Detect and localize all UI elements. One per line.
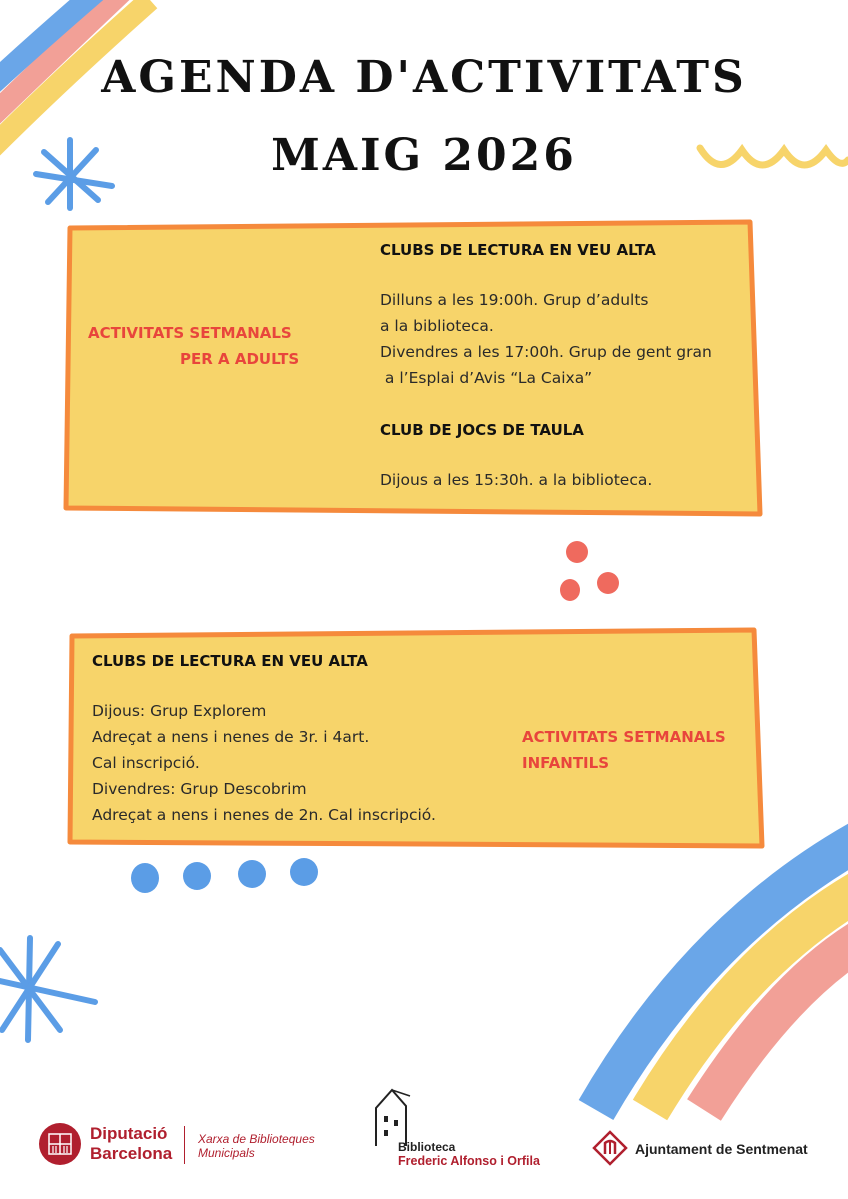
kids-heading: CLUBS DE LECTURA EN VEU ALTA [92,652,368,670]
diputacio-name-line1: Diputació [90,1124,168,1143]
kids-line: Divendres: Grup Descobrim [92,780,307,798]
page-subtitle: MAIG 2026 [271,130,577,181]
diputacio-name-line2: Barcelona [90,1144,173,1163]
ajuntament-logo-icon [592,1130,628,1166]
red-dots [560,541,619,601]
kids-line: Cal inscripció. [92,754,200,772]
kids-line: Dijous: Grup Explorem [92,702,267,720]
biblioteca-line1: Biblioteca [398,1140,456,1154]
adults-club2-line: Dijous a les 15:30h. a la biblioteca. [380,471,653,489]
xarxa-line2: Municipals [198,1146,255,1160]
kids-label-line1: ACTIVITATS SETMANALS [522,728,726,746]
adults-club1-heading: CLUBS DE LECTURA EN VEU ALTA [380,241,656,259]
adults-club1-line: Dilluns a les 19:00h. Grup d’adults [380,291,649,309]
diputacio-logo [38,1122,82,1166]
kids-label-line2: INFANTILS [522,754,609,772]
footer-divider [184,1126,185,1164]
kids-line: Adreçat a nens i nenes de 3r. i 4art. [92,728,370,746]
blue-star-bottom [0,938,95,1040]
blue-dots [131,858,318,893]
adults-label-line1: ACTIVITATS SETMANALS [88,324,292,342]
xarxa-line1: Xarxa de Biblioteques [198,1132,315,1146]
bottom-right-rainbow [596,840,848,1110]
biblioteca-line2: Frederic Alfonso i Orfila [398,1154,540,1168]
adults-club1-line: Divendres a les 17:00h. Grup de gent gran [380,343,712,361]
adults-club1-line: a l’Esplai d’Avis “La Caixa” [380,369,593,387]
ajuntament-name: Ajuntament de Sentmenat [635,1141,808,1157]
kids-line: Adreçat a nens i nenes de 2n. Cal inscripció. [92,806,436,824]
biblioteca-logo-icon [370,1086,416,1148]
adults-club2-heading: CLUB DE JOCS DE TAULA [380,421,584,439]
adults-club1-line: a la biblioteca. [380,317,494,335]
page-title: AGENDA D'ACTIVITATS [101,52,747,103]
adults-label-line2: PER A ADULTS [180,350,300,368]
